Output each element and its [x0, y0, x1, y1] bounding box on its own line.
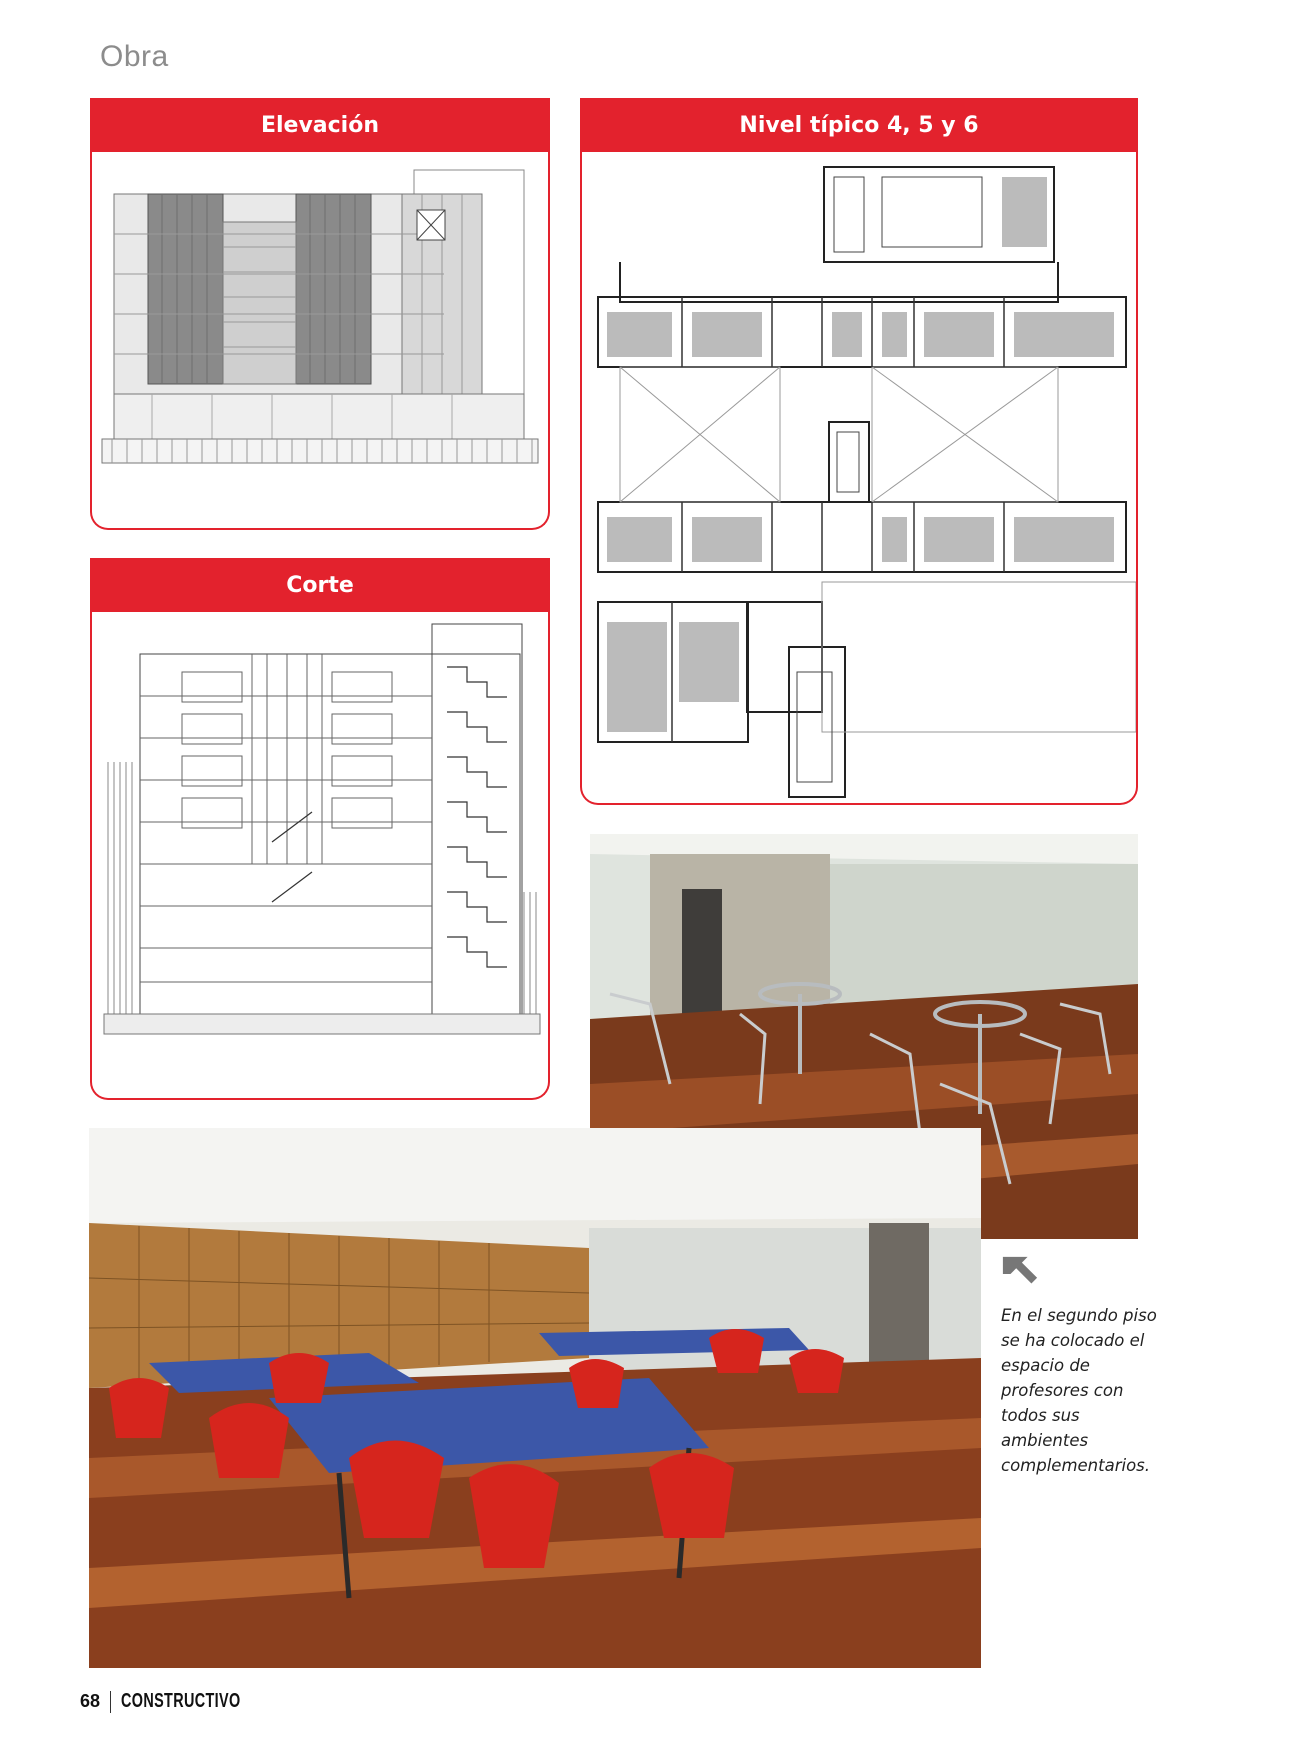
elevation-title: Elevación	[92, 98, 548, 152]
section-cut-panel	[90, 558, 550, 1100]
caption-text: En el segundo piso se ha colocado el espacio de profesores con todos sus ambientes complementarios.	[1001, 1306, 1157, 1475]
section-label: Obra	[100, 40, 169, 73]
page-footer	[80, 1690, 287, 1713]
floor-plan-drawing	[582, 152, 1136, 803]
arrow-up-left-icon	[1001, 1255, 1039, 1293]
page-number: 68	[80, 1691, 101, 1711]
footer-divider	[110, 1691, 111, 1713]
classroom-photo	[89, 1128, 981, 1668]
elevation-drawing	[92, 152, 548, 528]
section-cut-drawing	[92, 612, 548, 1098]
floor-plan-title: Nivel típico 4, 5 y 6	[582, 98, 1136, 152]
elevation-panel	[90, 98, 550, 530]
section-cut-title: Corte	[92, 558, 548, 612]
floor-plan-panel	[580, 98, 1138, 805]
magazine-name: CONSTRUCTIVO	[121, 1690, 241, 1712]
photo-caption	[1001, 1255, 1171, 1478]
